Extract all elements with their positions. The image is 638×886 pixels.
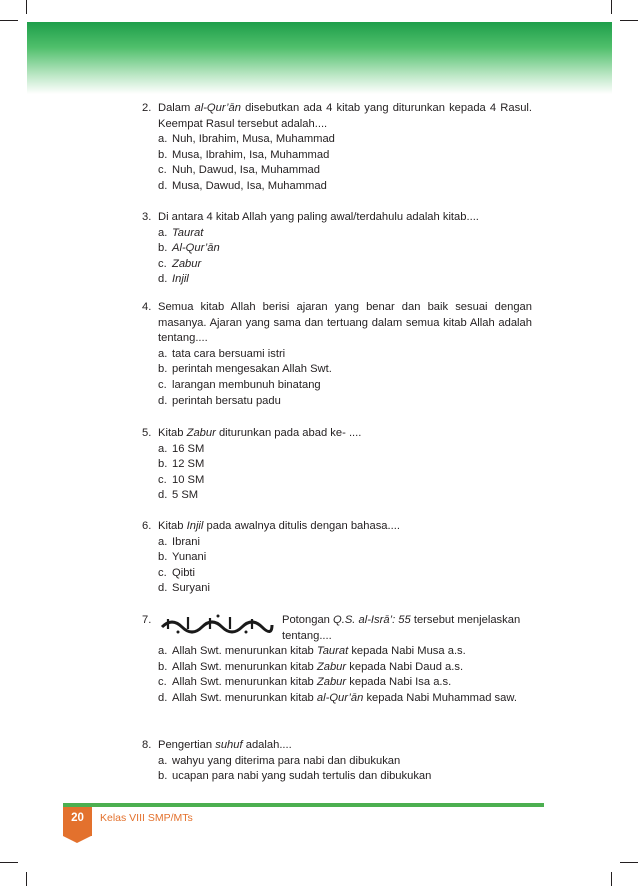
question-number: 4. [142,301,152,313]
crop-mark [620,862,638,863]
option-letter: d. [158,394,168,407]
footer-rule [63,803,544,807]
answer-option [158,675,532,691]
option-text: 16 SM [172,442,205,455]
option-text: tata cara bersuami istri [172,347,286,360]
option-text: Yunani [172,551,207,564]
header-band [27,22,612,94]
answer-option [158,241,532,257]
option-text: Ibrani [172,535,200,548]
answer-option [158,566,532,582]
option-text: Nuh, Dawud, Isa, Muhammad [172,164,320,177]
option-letter: a. [158,754,168,767]
answer-option [158,394,532,410]
footer-book-title: Kelas VIII SMP/MTs [100,812,193,824]
option-text: perintah mengesakan Allah Swt. [172,363,332,376]
option-letter: b. [158,458,168,471]
option-letter: b. [158,363,168,376]
option-text: perintah bersatu padu [172,394,281,407]
answer-option [158,754,532,770]
option-letter: b. [158,242,168,255]
crop-mark [26,0,27,14]
crop-mark [611,0,612,14]
question-6 [142,519,532,597]
answer-option [158,769,532,785]
question-stem: Kitab Injil pada awalnya ditulis dengan bahasa.... [158,520,400,532]
answer-option [158,378,532,394]
answer-option [158,488,532,504]
option-letter: b. [158,660,168,673]
option-text: 5 SM [172,489,199,502]
crop-mark [0,862,18,863]
option-letter: d. [158,273,168,286]
question-5 [142,426,532,504]
option-letter: b. [158,770,168,783]
option-text: ucapan para nabi yang sudah tertulis dan dibukukan [172,770,432,783]
question-3 [142,210,532,288]
question-number: 3. [142,211,152,223]
answer-option [158,660,532,676]
answer-option [158,132,532,148]
page-number: 20 [63,807,92,836]
question-stem: Di antara 4 kitab Allah yang paling awal/terdahulu adalah kitab.... [158,211,479,223]
option-letter: a. [158,347,168,360]
answer-option [158,644,532,660]
answer-option [158,148,532,164]
crop-mark [611,872,612,886]
option-text: Injil [172,273,189,286]
option-text: Qibti [172,566,196,579]
option-text: Taurat [172,226,204,239]
answer-option [158,226,532,242]
question-stem: Pengertian suhuf adalah.... [158,739,292,751]
question-2 [142,101,532,195]
crop-mark [0,20,18,21]
answer-option [158,550,532,566]
question-number: 6. [142,520,152,532]
option-text: Nuh, Ibrahim, Musa, Muhammad [172,133,335,146]
crop-mark [26,872,27,886]
option-text: Allah Swt. menurunkan kitab Zabur kepada Nabi Daud a.s. [172,660,464,673]
answer-option [158,581,532,597]
option-letter: a. [158,535,168,548]
option-letter: b. [158,551,168,564]
arabic-verse-image [158,613,276,635]
option-letter: c. [158,566,167,579]
option-letter: a. [158,226,168,239]
question-stem: Kitab Zabur diturunkan pada abad ke- .... [158,427,362,439]
option-text: Allah Swt. menurunkan kitab al-Qur’ān kepada Nabi Muhammad saw. [172,691,517,704]
question-7 [142,613,532,707]
option-text: wahyu yang diterima para nabi dan dibukukan [172,754,401,767]
option-letter: a. [158,133,168,146]
answer-option [158,179,532,195]
option-text: Allah Swt. menurunkan kitab Zabur kepada Nabi Isa a.s. [172,676,452,689]
answer-option [158,362,532,378]
option-letter: c. [158,676,167,689]
answer-option [158,272,532,288]
answer-option [158,457,532,473]
option-text: Suryani [172,582,210,595]
answer-option [158,442,532,458]
question-stem: Potongan Q.S. al-Isrā’: 55 tersebut menjelaskan tentang.... [282,614,521,642]
question-number: 7. [142,614,152,626]
option-letter: c. [158,473,167,486]
answer-option [158,163,532,179]
option-text: Allah Swt. menurunkan kitab Taurat kepada Nabi Musa a.s. [172,645,466,658]
option-letter: a. [158,442,168,455]
option-letter: d. [158,489,168,502]
question-4 [142,300,532,409]
option-text: larangan membunuh binatang [172,378,321,391]
option-letter: c. [158,257,167,270]
option-text: Musa, Dawud, Isa, Muhammad [172,179,327,192]
answer-option [158,691,532,707]
answer-option [158,257,532,273]
question-8 [142,738,532,785]
question-number: 8. [142,739,152,751]
option-letter: b. [158,148,168,161]
option-letter: d. [158,582,168,595]
answer-option [158,347,532,363]
option-text: 12 SM [172,458,205,471]
answer-option [158,535,532,551]
option-letter: c. [158,378,167,391]
crop-mark [620,20,638,21]
question-stem: Semua kitab Allah berisi ajaran yang benar dan baik sesuai dengan masanya. Ajaran yang sama dan tertuang dalam semua kitab Allah adalah tentang.... [158,301,532,345]
answer-option [158,473,532,489]
question-number: 5. [142,427,152,439]
option-letter: c. [158,164,167,177]
question-stem: Dalam al-Qur’ān disebutkan ada 4 kitab yang diturunkan kepada 4 Rasul. Keempat Rasul tersebut adalah.... [158,102,533,130]
option-letter: d. [158,691,168,704]
option-text: Zabur [172,257,202,270]
option-text: 10 SM [172,473,205,486]
question-number: 2. [142,102,152,114]
option-text: Al-Qur’ān [172,242,220,255]
option-letter: d. [158,179,168,192]
option-text: Musa, Ibrahim, Isa, Muhammad [172,148,330,161]
option-letter: a. [158,645,168,658]
